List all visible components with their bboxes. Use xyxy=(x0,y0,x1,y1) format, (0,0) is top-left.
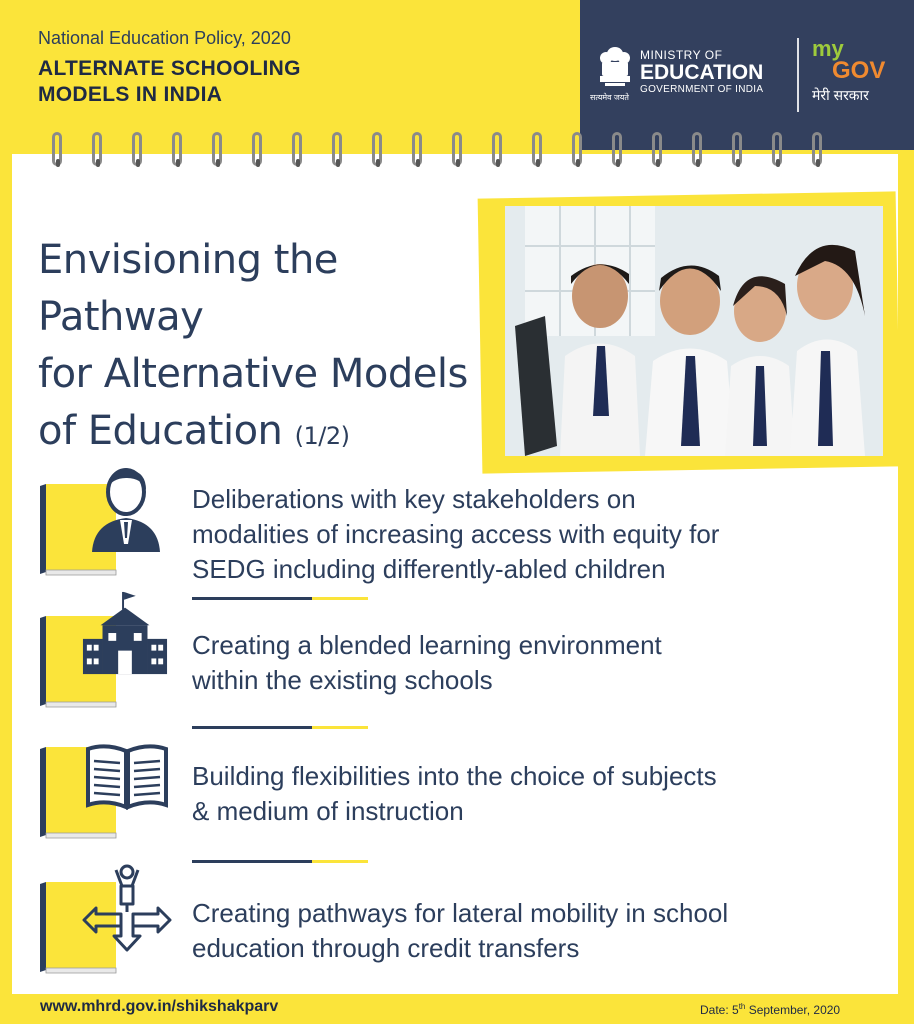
footer-url-link[interactable]: www.mhrd.gov.in/shikshakparv xyxy=(40,998,279,1015)
mygov-gov: GOV xyxy=(832,57,886,84)
open-book-icon xyxy=(84,741,170,813)
spiral-ring xyxy=(492,132,502,166)
mygov-my: my xyxy=(812,36,844,61)
spiral-ring xyxy=(652,132,662,166)
spiral-ring xyxy=(812,132,822,166)
spiral-ring xyxy=(732,132,742,166)
spiral-ring xyxy=(252,132,262,166)
list-item-1 xyxy=(36,478,896,588)
emblem-caption: सत्यमेव जयते xyxy=(590,93,629,102)
spiral-ring xyxy=(692,132,702,166)
mygov-hindi: मेरी सरकार xyxy=(812,87,869,103)
spiral-ring xyxy=(532,132,542,166)
divider-1 xyxy=(192,597,368,600)
page-headline xyxy=(38,56,301,108)
ministry-line-1: MINISTRY OF xyxy=(640,48,723,62)
item-1-line-3: SEDG including differently-abled children xyxy=(192,554,666,584)
title-line-1: Envisioning the Pathway xyxy=(38,237,338,340)
person-icon xyxy=(82,464,170,552)
footer-date xyxy=(700,1002,840,1017)
ministry-logo[interactable] xyxy=(640,48,763,95)
students-photo xyxy=(505,206,883,456)
spiral-ring xyxy=(452,132,462,166)
list-item-4 xyxy=(36,880,896,980)
spiral-ring xyxy=(292,132,302,166)
spiral-ring xyxy=(172,132,182,166)
spiral-ring xyxy=(372,132,382,166)
title-part: (1/2) xyxy=(294,422,350,450)
spiral-ring xyxy=(212,132,222,166)
headline-line-1: ALTERNATE SCHOOLING xyxy=(38,57,301,80)
spiral-ring xyxy=(92,132,102,166)
item-1-text xyxy=(192,482,892,587)
title-line-3: of Education xyxy=(38,408,283,454)
header-divider xyxy=(797,38,799,112)
item-2-line-2: within the existing schools xyxy=(192,665,493,695)
spiral-ring xyxy=(412,132,422,166)
item-1-line-1: Deliberations with key stakeholders on xyxy=(192,484,636,514)
school-building-icon xyxy=(80,590,170,678)
main-title xyxy=(38,232,488,465)
mygov-logo[interactable] xyxy=(812,38,902,108)
title-line-2: for Alternative Models xyxy=(38,351,468,397)
spiral-binding xyxy=(52,132,842,172)
policy-kicker: National Education Policy, 2020 xyxy=(38,28,291,48)
ministry-line-2: EDUCATION xyxy=(640,61,764,84)
ministry-line-3: GOVERNMENT OF INDIA xyxy=(640,84,764,95)
item-2-line-1: Creating a blended learning environment xyxy=(192,630,662,660)
lateral-mobility-icon xyxy=(82,864,172,954)
divider-2 xyxy=(192,726,368,729)
list-item-2 xyxy=(36,612,896,712)
item-3-line-1: Building flexibilities into the choice of subjects xyxy=(192,761,717,791)
item-1-line-2: modalities of increasing access with equity for xyxy=(192,519,720,549)
item-4-line-1: Creating pathways for lateral mobility in school xyxy=(192,898,729,928)
spiral-ring xyxy=(772,132,782,166)
list-item-3 xyxy=(36,745,896,845)
spiral-ring xyxy=(132,132,142,166)
students-illustration xyxy=(505,206,883,456)
item-4-text xyxy=(192,896,892,966)
spiral-ring xyxy=(572,132,582,166)
item-2-text xyxy=(192,628,892,698)
divider-3 xyxy=(192,860,368,863)
date-sup: th xyxy=(738,1002,746,1011)
date-prefix: Date: 5 xyxy=(700,1003,739,1017)
spiral-ring xyxy=(612,132,622,166)
spiral-ring xyxy=(52,132,62,166)
date-suffix: September, 2020 xyxy=(745,1003,841,1017)
item-3-text xyxy=(192,759,892,829)
item-4-line-2: education through credit transfers xyxy=(192,933,580,963)
spiral-ring xyxy=(332,132,342,166)
headline-line-2: MODELS IN INDIA xyxy=(38,83,223,106)
item-3-line-2: & medium of instruction xyxy=(192,796,464,826)
